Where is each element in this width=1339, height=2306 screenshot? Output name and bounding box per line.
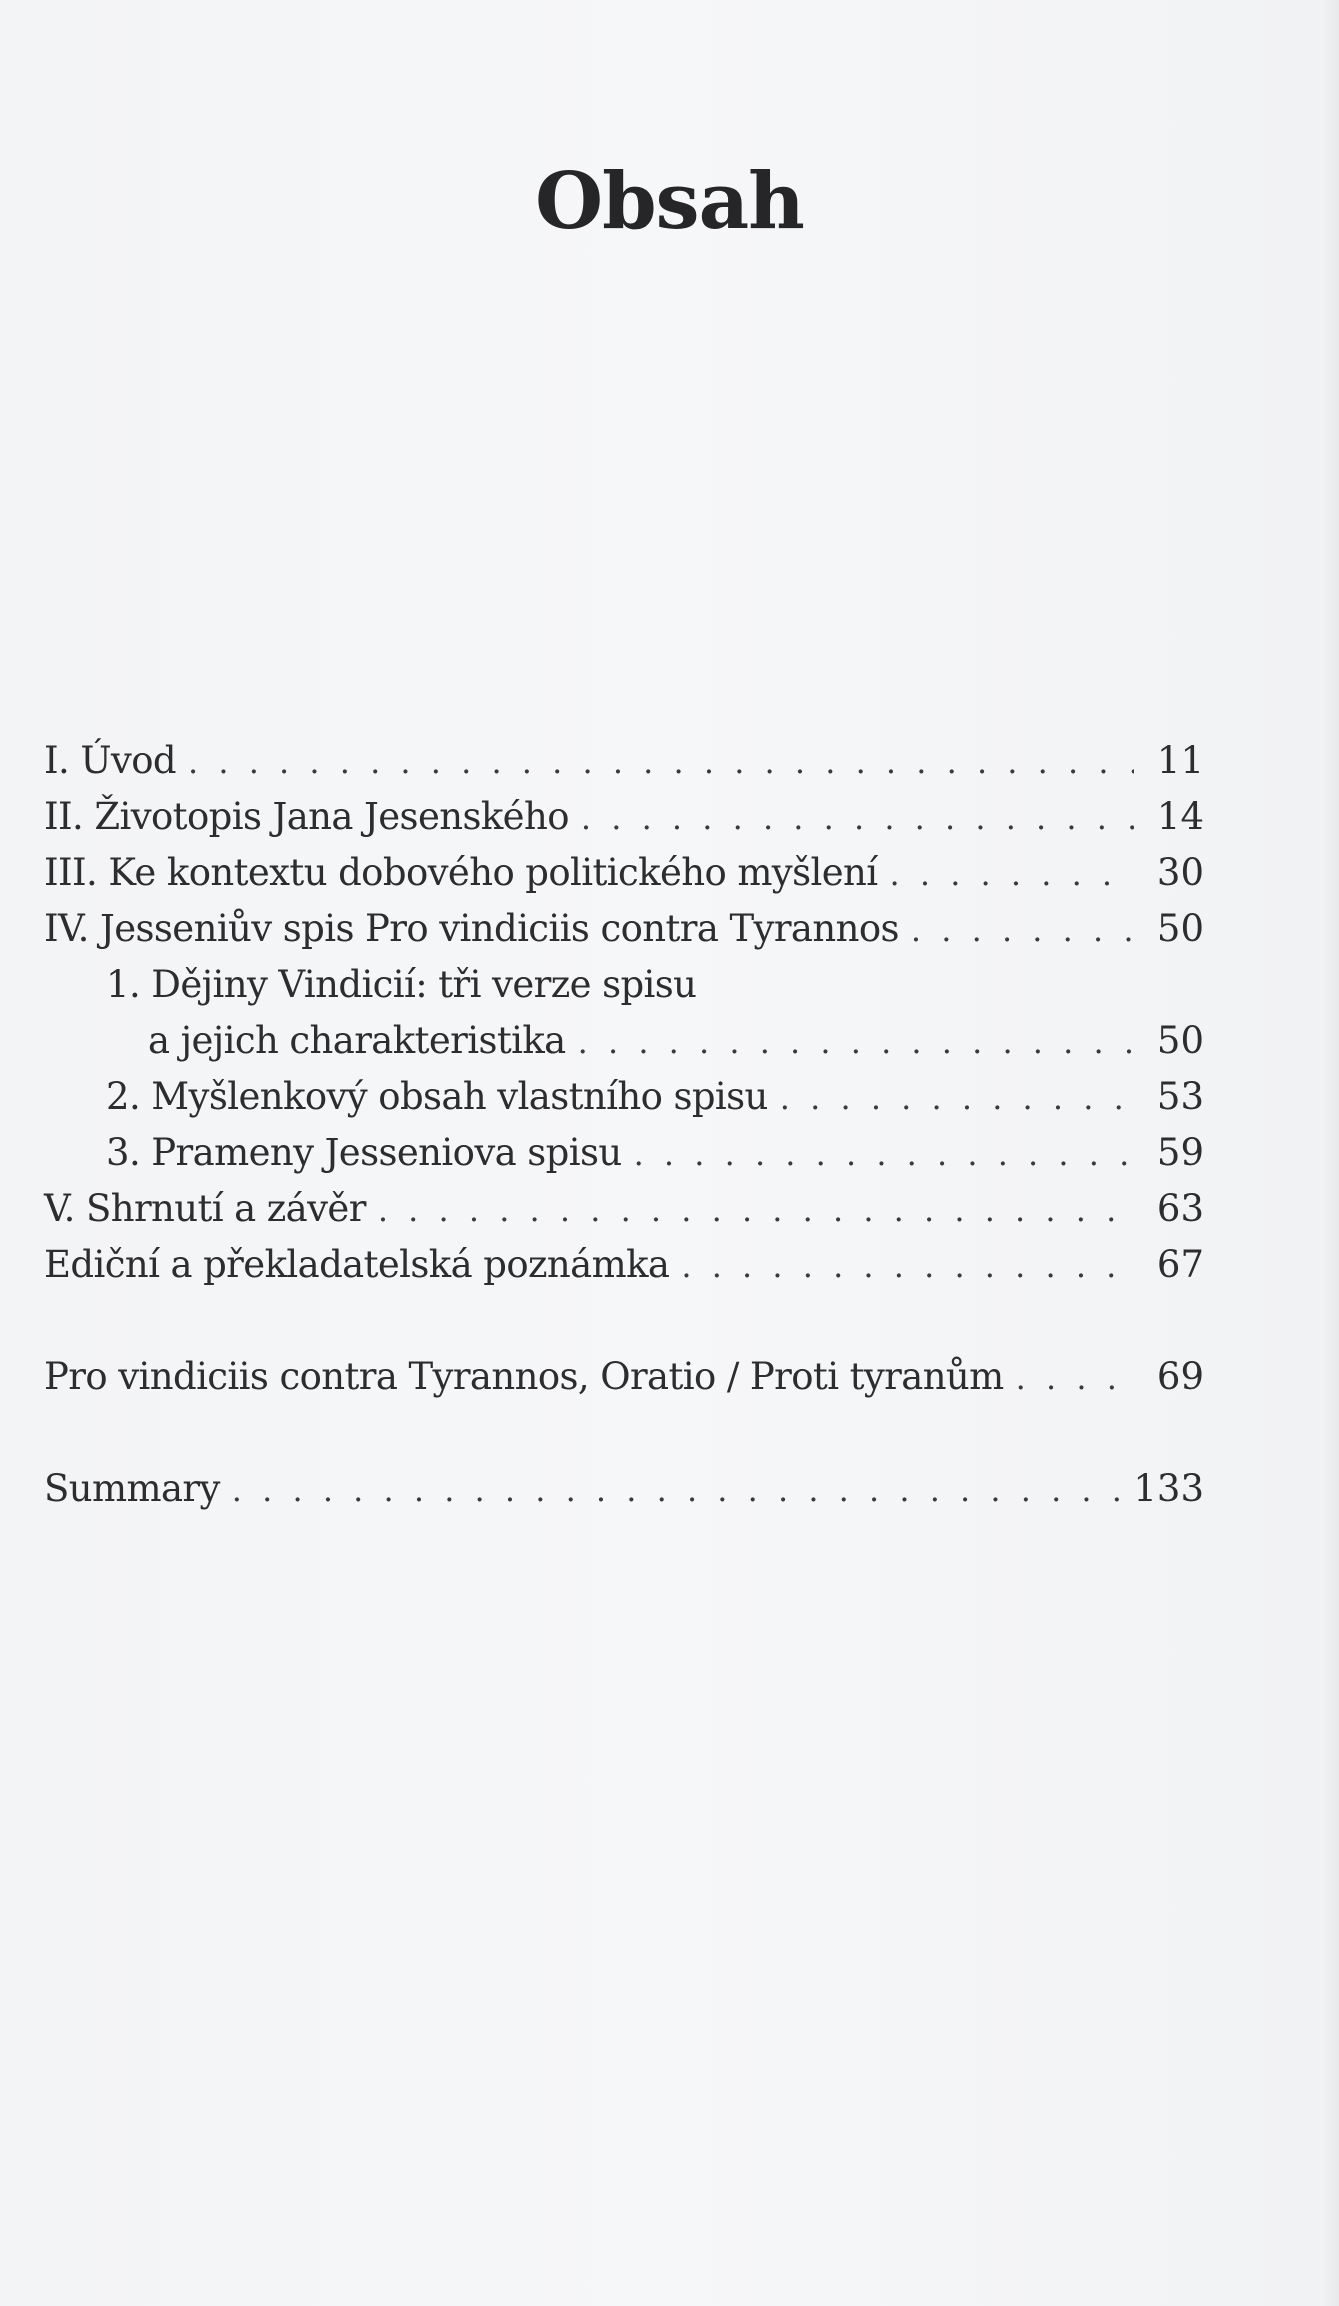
dot-leader	[232, 1462, 1124, 1518]
dot-leader	[890, 846, 1135, 902]
toc-page-number: 69	[1156, 1355, 1204, 1398]
toc-entry-uvod	[44, 733, 1204, 789]
toc-entry-label: Summary	[44, 1467, 220, 1510]
toc-subentry-prameny	[44, 1125, 1204, 1181]
toc-entry-label: I. Úvod	[44, 739, 176, 782]
dot-leader	[780, 1070, 1134, 1126]
toc-page-number: 133	[1133, 1467, 1204, 1510]
toc-page-number: 50	[1156, 1019, 1204, 1062]
dot-leader	[188, 734, 1134, 790]
toc-page-number: 11	[1156, 739, 1204, 782]
table-of-contents	[44, 733, 1204, 1517]
toc-page-number: 67	[1156, 1243, 1204, 1286]
toc-page-number: 50	[1156, 907, 1204, 950]
toc-page-number: 63	[1156, 1187, 1204, 1230]
toc-entry-label: Pro vindiciis contra Tyrannos, Oratio / Proti tyranům	[44, 1355, 1004, 1398]
dot-leader	[378, 1182, 1134, 1238]
toc-entry-kontext	[44, 845, 1204, 901]
toc-page-number: 14	[1156, 795, 1204, 838]
dot-leader	[634, 1126, 1134, 1182]
toc-entry-label: 2. Myšlenkový obsah vlastního spisu	[106, 1075, 768, 1118]
dot-leader	[1016, 1350, 1134, 1406]
toc-entry-label: II. Životopis Jana Jesenského	[44, 795, 569, 838]
toc-entry-jesseniuv-spis	[44, 901, 1204, 957]
toc-subentry-dejiny-vindicii	[44, 957, 1204, 1013]
toc-page-number: 30	[1156, 851, 1204, 894]
page-title: Obsah	[535, 156, 804, 247]
toc-subentry-myslenkovy-obsah	[44, 1069, 1204, 1125]
dot-leader	[578, 1014, 1134, 1070]
toc-entry-label: V. Shrnutí a závěr	[44, 1187, 366, 1230]
toc-entry-label: III. Ke kontextu dobového politického myšlení	[44, 851, 878, 894]
toc-entry-shrnuti	[44, 1181, 1204, 1237]
toc-entry-text-edice	[44, 1349, 1204, 1405]
dot-leader	[581, 790, 1134, 846]
toc-entry-label: a jejich charakteristika	[148, 1019, 566, 1062]
toc-entry-label: IV. Jesseniův spis Pro vindiciis contra Tyrannos	[44, 907, 899, 950]
toc-page-number: 59	[1156, 1131, 1204, 1174]
toc-entry-label: Ediční a překladatelská poznámka	[44, 1243, 670, 1286]
toc-entry-zivotopis	[44, 789, 1204, 845]
toc-page-number: 53	[1156, 1075, 1204, 1118]
toc-entry-summary	[44, 1461, 1204, 1517]
toc-entry-edicni-poznamka	[44, 1237, 1204, 1293]
toc-subentry-charakteristika	[44, 1013, 1204, 1069]
dot-leader	[681, 1238, 1134, 1294]
toc-entry-label: 3. Prameny Jesseniova spisu	[106, 1131, 622, 1174]
dot-leader	[911, 902, 1134, 958]
toc-entry-label: 1. Dějiny Vindicií: tři verze spisu	[106, 963, 697, 1006]
